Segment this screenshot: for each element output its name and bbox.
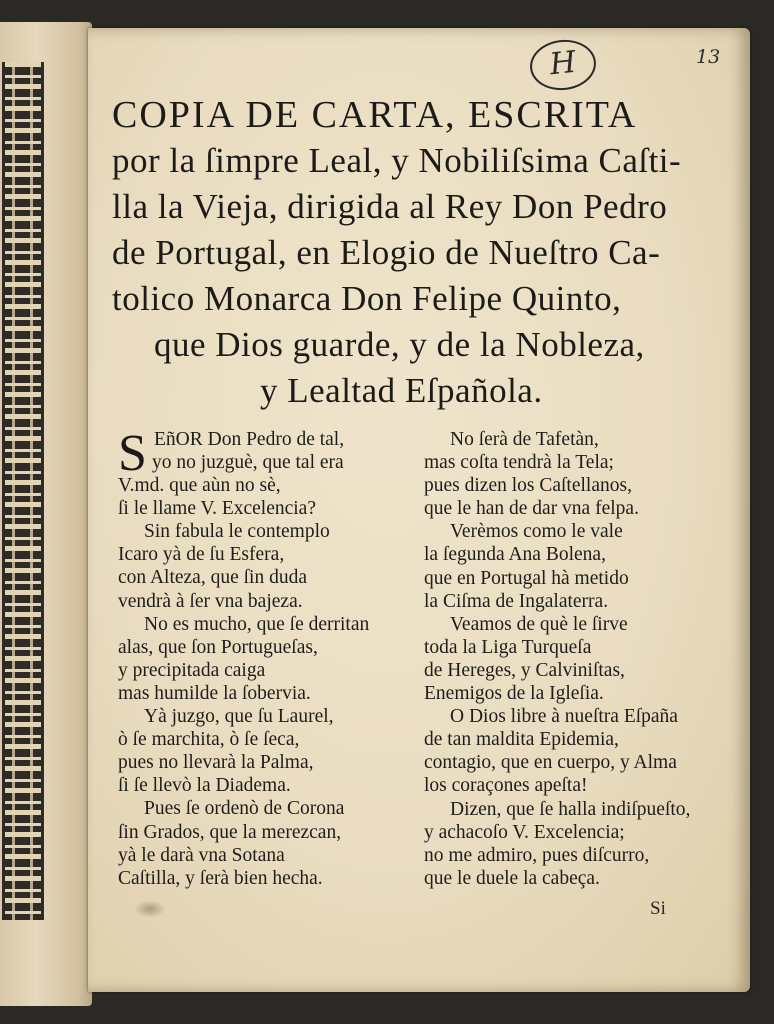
library-stamp: H bbox=[528, 37, 599, 94]
verse-line: que en Portugal hà metido bbox=[424, 567, 629, 589]
verse-line: que le duele la cabeça. bbox=[424, 867, 600, 889]
verse-line: pues dizen los Caſtellanos, bbox=[424, 475, 632, 497]
verse-line: Enemigos de la Igleſia. bbox=[424, 683, 604, 705]
ink-smudge bbox=[134, 900, 166, 918]
verse-line: ſin Grados, que la merezcan, bbox=[118, 821, 342, 843]
verse-line: ſi ſe llevò la Diadema. bbox=[118, 775, 291, 797]
verse-line: yo no juzguè, que tal era bbox=[152, 452, 344, 473]
verse-line: contagio, que en cuerpo, y Alma bbox=[424, 752, 677, 774]
title-line: tolico Monarca Don Felipe Quinto, bbox=[112, 279, 622, 318]
verse-line: que le han de dar vna felpa. bbox=[424, 498, 639, 520]
verse-line: V.md. que aùn no sè, bbox=[118, 475, 281, 497]
verse-line: y precipitada caiga bbox=[118, 659, 266, 681]
verse-line: Veamos de què le ſirve bbox=[450, 613, 628, 635]
verse-line: no me admiro, pues diſcurro, bbox=[424, 844, 650, 866]
verse-line: de tan maldita Epidemia, bbox=[424, 729, 619, 751]
verse-line: Sin fabula le contemplo bbox=[144, 521, 330, 543]
title-line: de Portugal, en Elogio de Nueſtro Ca- bbox=[112, 233, 661, 272]
verse-line: Verèmos como le vale bbox=[450, 521, 623, 543]
title-line: COPIA DE CARTA, ESCRITA bbox=[112, 94, 638, 136]
title-line: por la ſimpre Leal, y Nobiliſsima Caſti- bbox=[112, 141, 682, 180]
verse-line: con Alteza, que ſin duda bbox=[118, 567, 307, 589]
verse-line: mas coſta tendrà la Tela; bbox=[424, 452, 614, 474]
verse-line: ò ſe marchita, ò ſe ſeca, bbox=[118, 729, 300, 751]
verse-line: la Ciſma de Ingalaterra. bbox=[424, 590, 609, 612]
verse-line: EñOR Don Pedro de tal, bbox=[154, 429, 345, 450]
title-line: que Dios guarde, y de la Nobleza, bbox=[154, 325, 645, 364]
verse-line: No ſerà de Tafetàn, bbox=[450, 429, 599, 450]
poem-column-right bbox=[424, 428, 724, 890]
verse-line: Icaro yà de ſu Esfera, bbox=[118, 544, 285, 566]
drop-cap: S bbox=[118, 425, 147, 482]
verse-line: Pues ſe ordenò de Corona bbox=[144, 798, 345, 820]
verse-line: No es mucho, que ſe derritan bbox=[144, 613, 370, 635]
verse-line: toda la Liga Turqueſa bbox=[424, 636, 592, 658]
verse-line: la ſegunda Ana Bolena, bbox=[424, 544, 606, 566]
verse-line: mas humilde la ſobervia. bbox=[118, 682, 311, 704]
title-line: lla la Vieja, dirigida al Rey Don Pedro bbox=[112, 187, 668, 226]
verse-line: Yà juzgo, que ſu Laurel, bbox=[144, 706, 334, 728]
page-number: 13 bbox=[696, 46, 721, 68]
verse-line: O Dios libre à nueſtra Eſpaña bbox=[450, 706, 678, 728]
verse-line: yà le darà vna Sotana bbox=[118, 844, 285, 866]
title-line: y Lealtad Eſpañola. bbox=[260, 371, 543, 410]
verse-line: Caſtilla, y ſerà bien hecha. bbox=[118, 867, 323, 889]
verse-line: pues no llevarà la Palma, bbox=[118, 752, 314, 774]
title-block bbox=[112, 92, 712, 414]
verse-line: de Hereges, y Calviniſtas, bbox=[424, 659, 625, 681]
catchword: Si bbox=[650, 898, 666, 919]
verse-line: los coraçones apeſta! bbox=[424, 775, 588, 797]
verse-line: Dizen, que ſe halla indiſpueſto, bbox=[450, 798, 691, 820]
ornamental-border bbox=[2, 62, 44, 920]
verse-line: vendrà à ſer vna bajeza. bbox=[118, 590, 303, 612]
poem-column-left bbox=[118, 451, 418, 890]
verse-line: alas, que ſon Portugueſas, bbox=[118, 636, 318, 658]
verse-line: y achacoſo V. Excelencia; bbox=[424, 821, 625, 843]
verse-line: ſi le llame V. Excelencia? bbox=[118, 498, 316, 520]
